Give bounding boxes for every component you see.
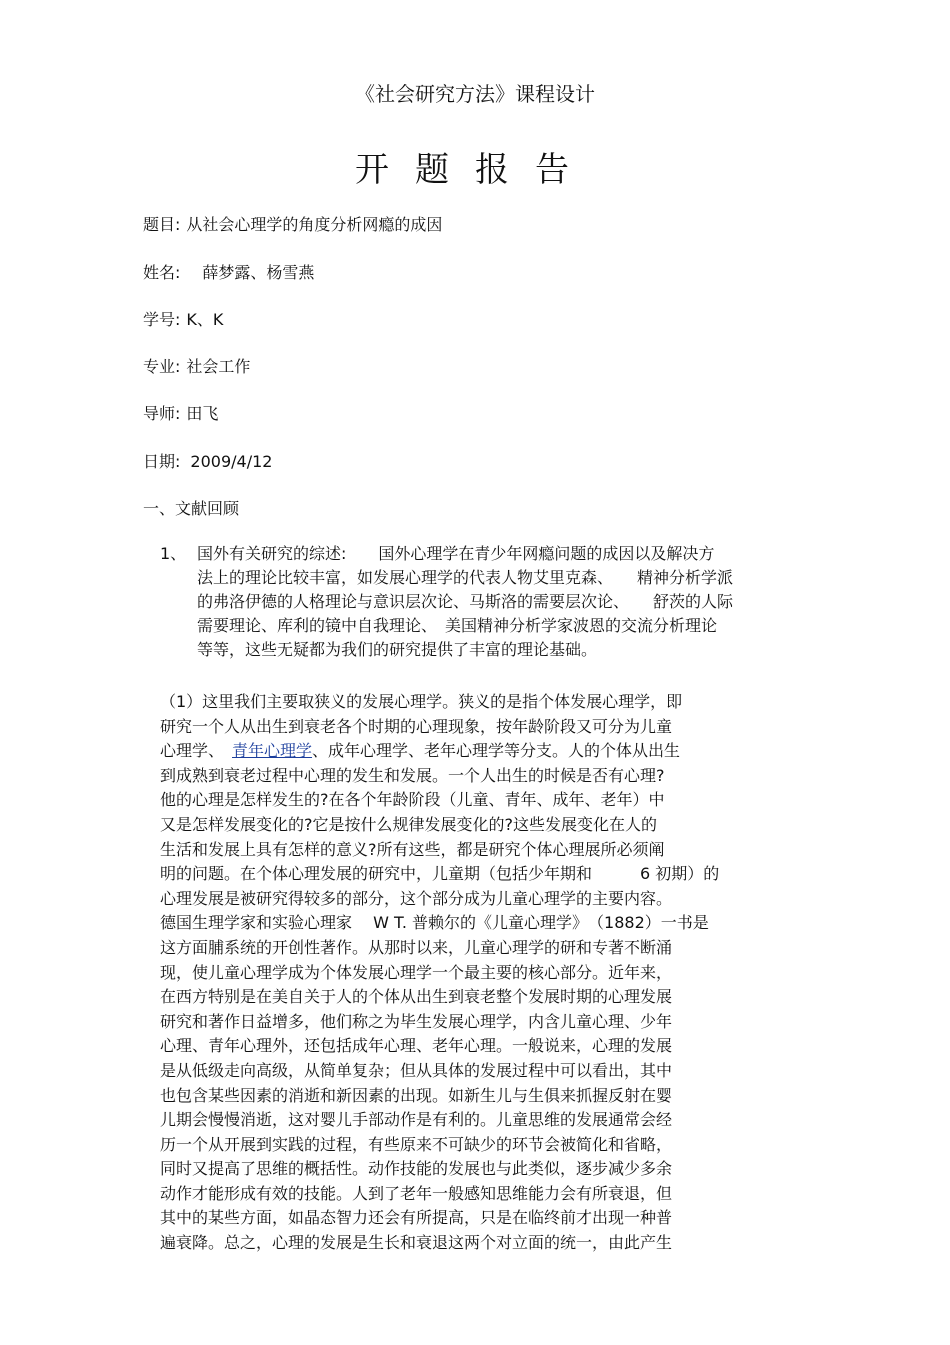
text-line [160,739,810,764]
list-item-number: 1、 [160,544,187,563]
text-line: 的弗洛伊德的人格理论与意识层次论、马斯洛的需要层次论、 舒茨的人际 [197,592,734,611]
date-field [143,449,272,472]
text-line: 心理发展是被研究得较多的部分，这个部分成为儿童心理学的主要内容。 [160,888,673,908]
text-line: 研究一个人从出生到衰老各个时期的心理现象，按年龄阶段又可分为儿童 [160,716,673,736]
text-line: 这方面脯系统的开创性著作。从那时以来，儿童心理学的研和专著不断涌 [160,937,673,957]
advisor-field [143,401,218,424]
major-value: 社会工作 [186,357,251,376]
text-line: 等等，这些无疑都为我们的研究提供了丰富的理论基础。 [197,640,598,659]
date-value: 2009/4/12 [190,452,273,471]
topic-value: 从社会心理学的角度分析网瘾的成因 [186,215,443,234]
name-value: 薛梦露、杨雪燕 [202,263,315,282]
topic-field [143,212,442,235]
text-line: 儿期会慢慢消逝，这对婴儿手部动作是有利的。儿童思维的发展通常会经 [160,1110,673,1130]
text-segment: 、成年心理学、老年心理学等分支。人的个体从出生 [312,741,681,761]
text-line: 他的心理是怎样发生的?在各个年龄阶段（儿童、青年、成年、老年）中 [160,790,665,810]
topic-label: 题目: [143,215,181,234]
date-label: 日期: [143,452,181,471]
text-line: 心理、青年心理外，还包括成年心理、老年心理。一般说来，心理的发展 [160,1036,673,1056]
youth-psychology-link[interactable]: 青年心理学 [232,741,313,761]
text-line: 动作才能形成有效的技能。人到了老年一般感知思维能力会有所衰退，但 [160,1183,673,1203]
student-id-value: K、K [186,310,224,329]
text-line: 生活和发展上具有怎样的意义?所有这些，都是研究个体心理展所必须阐 [160,839,665,859]
list-item-text [197,542,809,662]
text-line: 是从低级走向高级，从简单复杂；但从具体的发展过程中可以看出，其中 [160,1060,673,1080]
major-label: 专业: [143,357,181,376]
section-heading: 一、文献回顾 [143,499,240,518]
text-line: 同时又提高了思维的概括性。动作技能的发展也与此类似，逐步减少多余 [160,1159,673,1179]
text-line: 现，使儿童心理学成为个体发展心理学一个最主要的核心部分。近年来， [160,962,673,982]
text-line: （1）这里我们主要取狭义的发展心理学。狭义的是指个体发展心理学，即 [160,692,683,711]
text-line: 法上的理论比较丰富，如发展心理学的代表人物艾里克森、 精神分析学派 [197,568,734,587]
name-field [143,260,314,283]
student-id-label: 学号: [143,310,181,329]
text-line: 需要理论、库利的镜中自我理论、 美国精神分析学家波恩的交流分析理论 [197,616,718,635]
advisor-value: 田飞 [186,404,219,423]
text-line: 到成熟到衰老过程中心理的发生和发展。一个人出生的时候是否有心理? [160,765,665,785]
course-title: 《社会研究方法》课程设计 [355,82,595,106]
advisor-label: 导师: [143,404,181,423]
text-segment: 心理学、 [160,741,233,761]
text-line: 遍衰降。总之，心理的发展是生长和衰退这两个对立面的统一，由此产生 [160,1233,673,1253]
text-line: 国外有关研究的综述: 国外心理学在青少年网瘾问题的成因以及解决方 [197,544,715,563]
student-id-field [143,307,223,330]
text-line: 其中的某些方面，如晶态智力还会有所提高，只是在临终前才出现一种普 [160,1208,673,1228]
text-line: 历一个从开展到实践的过程，有些原来不可缺少的环节会被简化和省略， [160,1134,673,1154]
report-title: 开题报告 [355,150,595,190]
major-field [143,354,250,377]
text-line: 在西方特别是在美自关于人的个体从出生到衰老整个发展时期的心理发展 [160,987,673,1007]
text-line: 明的问题。在个体心理发展的研究中，儿童期（包括少年期和 6 初期）的 [160,864,720,884]
text-line: 德国生理学家和实验心理家 W T. 普赖尔的《儿童心理学》 （1882）一书是 [160,913,709,933]
text-line: 也包含某些因素的消逝和新因素的出现。如新生儿与生俱来抓握反射在婴 [160,1085,673,1105]
text-line: 研究和著作日益增多，他们称之为毕生发展心理学，内含儿童心理、少年 [160,1011,673,1031]
body-paragraph [160,690,810,1256]
name-label: 姓名: [143,263,181,282]
text-line: 又是怎样发展变化的?它是按什么规律发展变化的?这些发展变化在人的 [160,814,657,834]
